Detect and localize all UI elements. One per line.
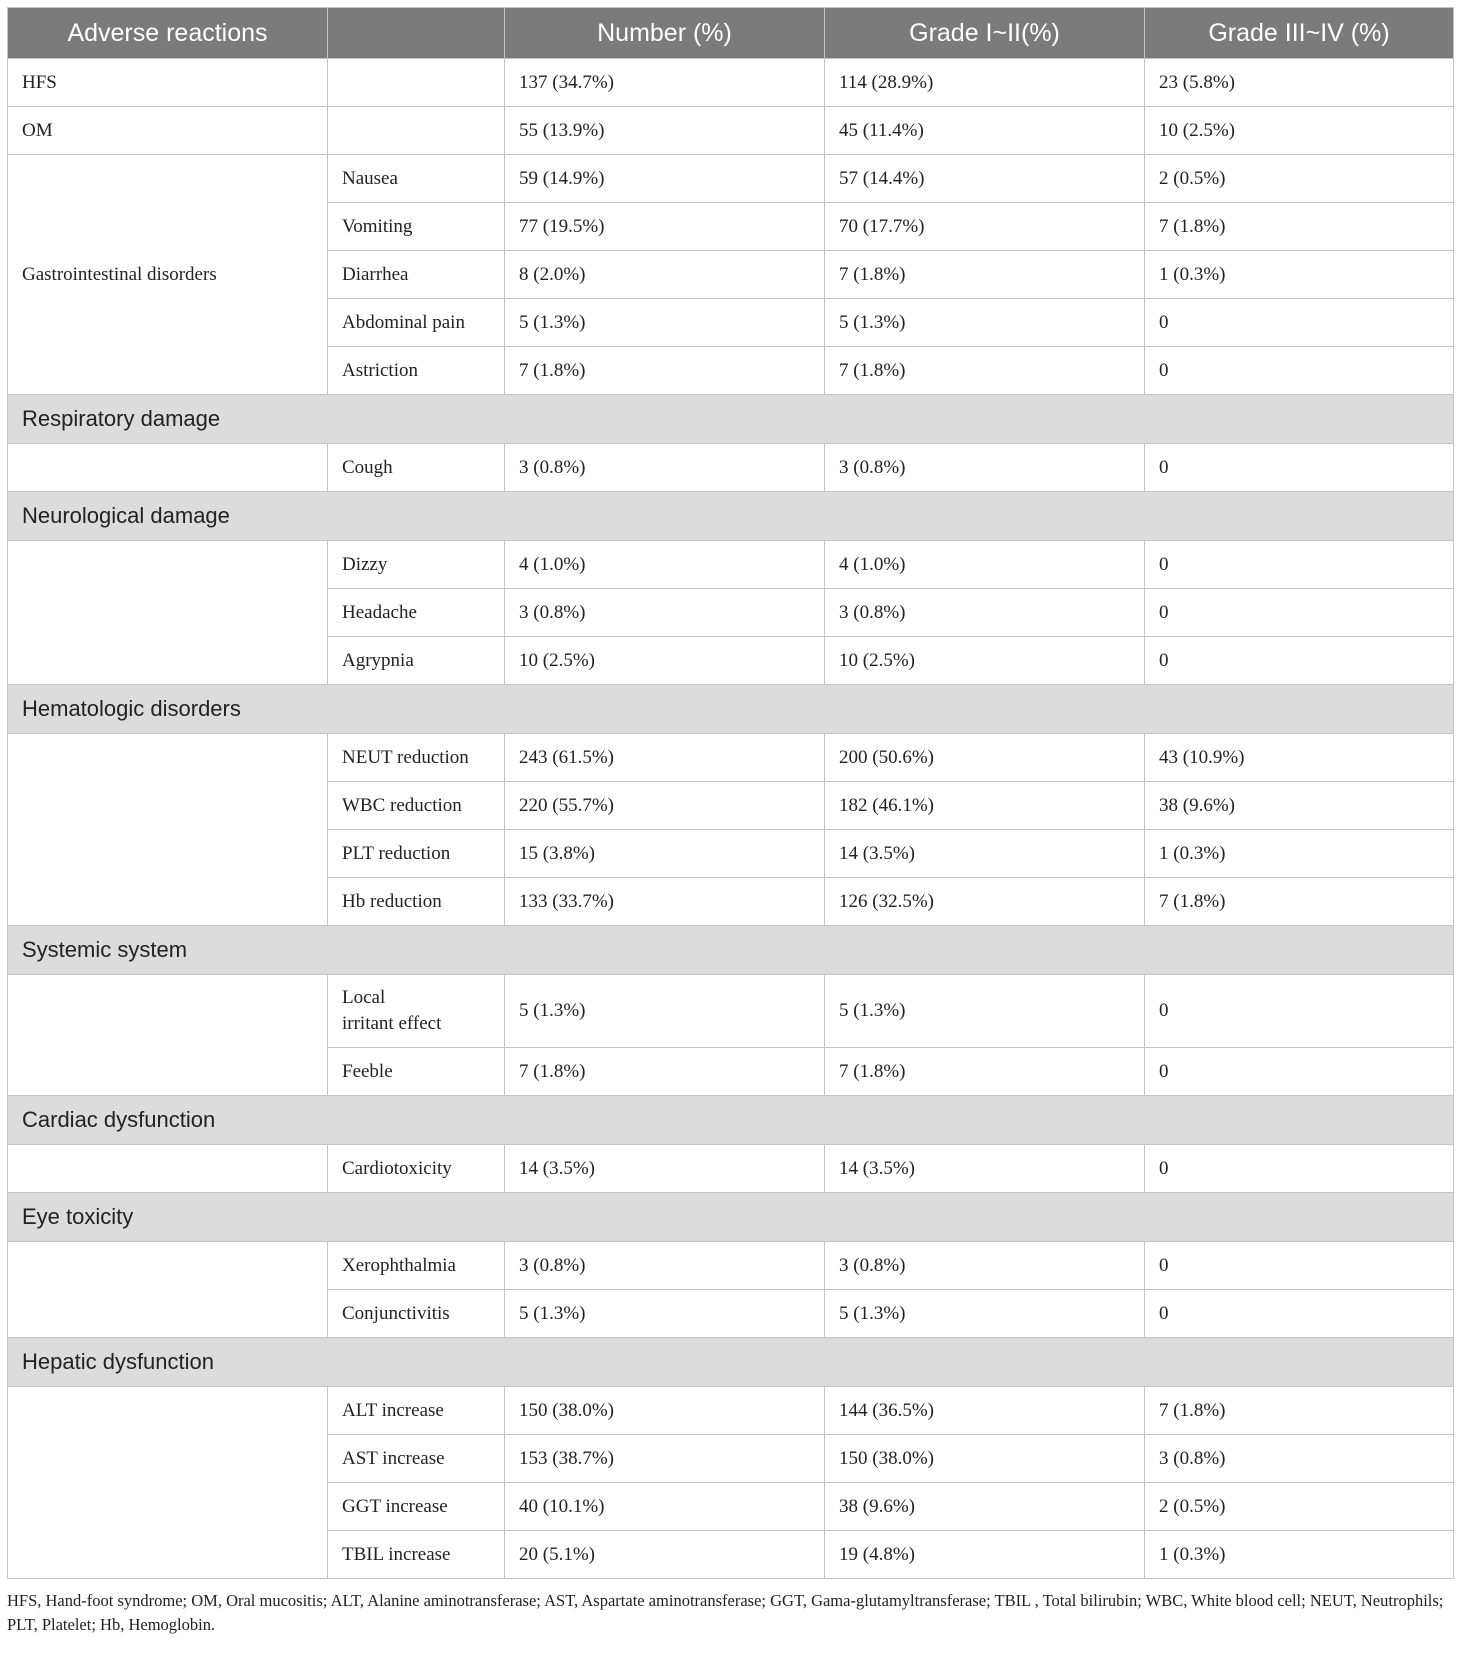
row-grade-1-2: 70 (17.7%) [825,203,1145,251]
row-number: 59 (14.9%) [505,155,825,203]
row-grade-1-2: 19 (4.8%) [825,1531,1145,1579]
row-grade-1-2: 7 (1.8%) [825,1048,1145,1096]
row-grade-1-2: 57 (14.4%) [825,155,1145,203]
adverse-reactions-table [7,7,1454,1579]
table-row [8,541,1454,589]
row-number: 3 (0.8%) [505,444,825,492]
header-subcategory [328,8,505,59]
row-number: 14 (3.5%) [505,1145,825,1193]
row-subcategory: PLT reduction [328,830,505,878]
row-grade-3-4: 23 (5.8%) [1145,59,1454,107]
row-grade-3-4: 0 [1145,1242,1454,1290]
row-number: 5 (1.3%) [505,1290,825,1338]
table-container [7,7,1453,1637]
row-grade-1-2: 45 (11.4%) [825,107,1145,155]
row-category [8,1387,328,1579]
row-subcategory: Hb reduction [328,878,505,926]
row-grade-3-4: 2 (0.5%) [1145,1483,1454,1531]
row-grade-3-4: 7 (1.8%) [1145,203,1454,251]
gastro-category: Gastrointestinal disorders [8,155,328,395]
header-grade-3-4: Grade III~IV (%) [1145,8,1454,59]
section-title: Eye toxicity [8,1193,1454,1242]
section-title: Neurological damage [8,492,1454,541]
row-number: 7 (1.8%) [505,1048,825,1096]
row-number: 4 (1.0%) [505,541,825,589]
row-subcategory-line: Local [342,987,386,1008]
row-subcategory: Cough [328,444,505,492]
row-grade-3-4: 1 (0.3%) [1145,1531,1454,1579]
row-category: HFS [8,59,328,107]
table-row [8,975,1454,1048]
row-grade-3-4: 43 (10.9%) [1145,734,1454,782]
row-category [8,444,328,492]
row-subcategory: Xerophthalmia [328,1242,505,1290]
row-grade-1-2: 150 (38.0%) [825,1435,1145,1483]
table-row [8,59,1454,107]
table-footnote: HFS, Hand-foot syndrome; OM, Oral mucositis; ALT, Alanine aminotransferase; AST, Aspartate aminotransferase; GGT, Gama-glutamyltransferase; TBIL , Total bilirubin; WBC, White blood cell; NEUT, Neutrophils; PLT, Platelet; Hb, Hemoglobin. [7,1591,1444,1634]
section-header-row [8,395,1454,444]
row-subcategory: Nausea [328,155,505,203]
row-subcategory-line: irritant effect [342,1013,442,1034]
row-number: 5 (1.3%) [505,299,825,347]
row-number: 150 (38.0%) [505,1387,825,1435]
header-grade-1-2: Grade I~II(%) [825,8,1145,59]
row-grade-1-2: 3 (0.8%) [825,1242,1145,1290]
row-category [8,1242,328,1338]
section-title: Hepatic dysfunction [8,1338,1454,1387]
row-subcategory: Vomiting [328,203,505,251]
row-grade-3-4: 2 (0.5%) [1145,155,1454,203]
row-grade-3-4: 1 (0.3%) [1145,830,1454,878]
table-row [8,107,1454,155]
row-grade-1-2: 126 (32.5%) [825,878,1145,926]
row-subcategory [328,107,505,155]
row-subcategory: NEUT reduction [328,734,505,782]
row-category: OM [8,107,328,155]
row-grade-1-2: 7 (1.8%) [825,347,1145,395]
row-subcategory: TBIL increase [328,1531,505,1579]
row-subcategory: Headache [328,589,505,637]
table-row [8,1387,1454,1435]
row-number: 153 (38.7%) [505,1435,825,1483]
row-number: 3 (0.8%) [505,589,825,637]
row-grade-3-4: 38 (9.6%) [1145,782,1454,830]
row-grade-1-2: 114 (28.9%) [825,59,1145,107]
row-grade-3-4: 3 (0.8%) [1145,1435,1454,1483]
row-category [8,975,328,1096]
row-grade-1-2: 3 (0.8%) [825,444,1145,492]
table-row [8,734,1454,782]
section-title: Systemic system [8,926,1454,975]
row-grade-1-2: 10 (2.5%) [825,637,1145,685]
row-subcategory: AST increase [328,1435,505,1483]
row-subcategory: Conjunctivitis [328,1290,505,1338]
header-row [8,8,1454,59]
row-grade-1-2: 38 (9.6%) [825,1483,1145,1531]
row-subcategory: Cardiotoxicity [328,1145,505,1193]
row-subcategory: Agrypnia [328,637,505,685]
section-header-row [8,1096,1454,1145]
row-number: 3 (0.8%) [505,1242,825,1290]
row-number: 5 (1.3%) [505,975,825,1048]
row-subcategory: GGT increase [328,1483,505,1531]
section-header-row [8,1338,1454,1387]
row-number: 243 (61.5%) [505,734,825,782]
row-subcategory [328,975,505,1048]
row-grade-3-4: 0 [1145,347,1454,395]
row-grade-3-4: 0 [1145,541,1454,589]
row-number: 220 (55.7%) [505,782,825,830]
row-grade-3-4: 7 (1.8%) [1145,878,1454,926]
row-grade-3-4: 0 [1145,975,1454,1048]
header-number: Number (%) [505,8,825,59]
row-grade-1-2: 144 (36.5%) [825,1387,1145,1435]
header-adverse-reactions: Adverse reactions [8,8,328,59]
row-subcategory: Abdominal pain [328,299,505,347]
row-category [8,541,328,685]
row-grade-1-2: 7 (1.8%) [825,251,1145,299]
row-subcategory: Diarrhea [328,251,505,299]
row-number: 10 (2.5%) [505,637,825,685]
row-number: 40 (10.1%) [505,1483,825,1531]
row-grade-1-2: 14 (3.5%) [825,1145,1145,1193]
row-category [8,734,328,926]
row-grade-1-2: 4 (1.0%) [825,541,1145,589]
row-number: 133 (33.7%) [505,878,825,926]
row-grade-3-4: 0 [1145,637,1454,685]
row-grade-1-2: 182 (46.1%) [825,782,1145,830]
row-grade-3-4: 0 [1145,299,1454,347]
table-row [8,444,1454,492]
row-number: 8 (2.0%) [505,251,825,299]
row-grade-3-4: 1 (0.3%) [1145,251,1454,299]
section-header-row [8,926,1454,975]
row-grade-3-4: 0 [1145,1145,1454,1193]
row-grade-3-4: 0 [1145,444,1454,492]
row-subcategory [328,59,505,107]
section-title: Hematologic disorders [8,685,1454,734]
table-row [8,1145,1454,1193]
row-subcategory: Astriction [328,347,505,395]
row-grade-3-4: 10 (2.5%) [1145,107,1454,155]
section-header-row [8,1193,1454,1242]
row-number: 7 (1.8%) [505,347,825,395]
row-grade-1-2: 5 (1.3%) [825,975,1145,1048]
table-row [8,1242,1454,1290]
row-subcategory: Feeble [328,1048,505,1096]
section-header-row [8,492,1454,541]
row-grade-1-2: 5 (1.3%) [825,1290,1145,1338]
table-body [8,59,1454,1579]
row-grade-1-2: 200 (50.6%) [825,734,1145,782]
section-title: Respiratory damage [8,395,1454,444]
row-number: 137 (34.7%) [505,59,825,107]
row-grade-1-2: 3 (0.8%) [825,589,1145,637]
row-number: 15 (3.8%) [505,830,825,878]
row-number: 77 (19.5%) [505,203,825,251]
row-grade-3-4: 0 [1145,589,1454,637]
row-grade-3-4: 7 (1.8%) [1145,1387,1454,1435]
section-title: Cardiac dysfunction [8,1096,1454,1145]
row-number: 55 (13.9%) [505,107,825,155]
section-header-row [8,685,1454,734]
row-category [8,1145,328,1193]
row-grade-1-2: 14 (3.5%) [825,830,1145,878]
row-grade-1-2: 5 (1.3%) [825,299,1145,347]
row-grade-3-4: 0 [1145,1048,1454,1096]
row-number: 20 (5.1%) [505,1531,825,1579]
table-row [8,155,1454,203]
row-grade-3-4: 0 [1145,1290,1454,1338]
row-subcategory: WBC reduction [328,782,505,830]
row-subcategory: ALT increase [328,1387,505,1435]
row-subcategory: Dizzy [328,541,505,589]
